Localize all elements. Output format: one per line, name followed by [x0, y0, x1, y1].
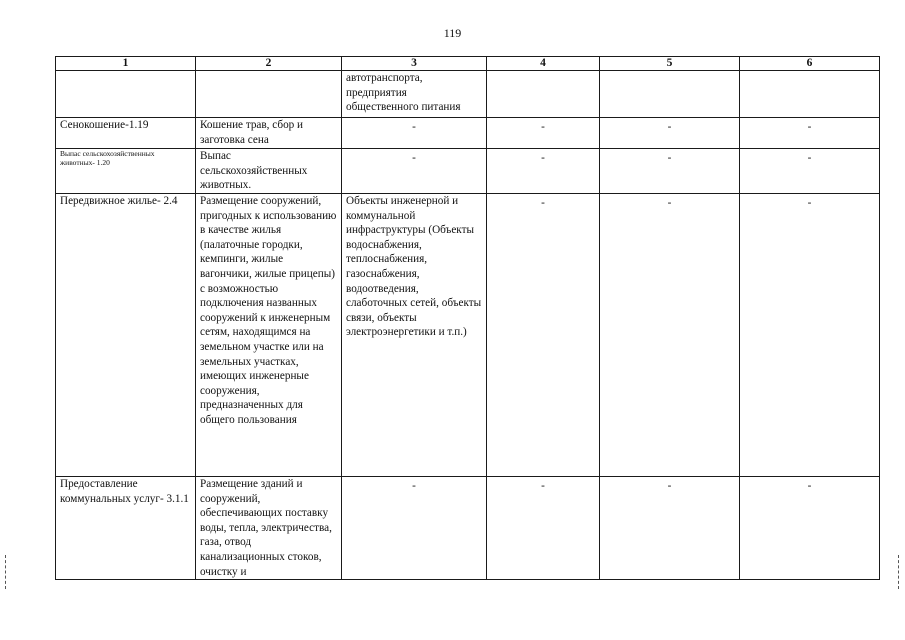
table-cell: Выпас сельскохозяйственных животных. — [196, 149, 342, 194]
table-cell: - — [600, 194, 740, 477]
column-header: 1 — [56, 57, 196, 71]
right-scan-mark — [898, 555, 901, 589]
table-cell: Сенокошение-1.19 — [56, 118, 196, 149]
table-cell — [56, 71, 196, 118]
table-cell — [740, 71, 880, 118]
page-number: 119 — [443, 26, 462, 40]
table-cell: Предоставление коммунальных услуг- 3.1.1 — [56, 477, 196, 580]
land-use-table — [55, 56, 880, 580]
table-cell: - — [342, 477, 487, 580]
column-header: 2 — [196, 57, 342, 71]
table-cell: - — [487, 118, 600, 149]
table-cell — [196, 71, 342, 118]
table-cell: Размещение сооружений, пригодных к использованию в качестве жилья (палаточные городки, кемпинги, жилые вагончики, жилые прицепы) с возможностью подключения названных сооружений к инженерным сетям, находящимся на земельном участке или на земельных участках, имеющих инженерные сооружения, предназначенных для общего пользования — [196, 194, 342, 477]
table-cell: - — [342, 118, 487, 149]
table-row — [56, 118, 880, 149]
table-row — [56, 477, 880, 580]
table-row — [56, 71, 880, 118]
table-cell: Передвижное жилье- 2.4 — [56, 194, 196, 477]
table-cell: Объекты инженерной и коммунальной инфраструктуры (Объекты водоснабжения, теплоснабжения, газоснабжения, водоотведения, слаботочных сетей, объекты связи, объекты электроэнергетики и т.п.) — [342, 194, 487, 477]
table-cell: - — [600, 149, 740, 194]
table-cell: - — [740, 477, 880, 580]
small-cell-text: Выпас сельскохозяйственных животных- 1.20 — [60, 149, 155, 167]
table-cell: - — [600, 477, 740, 580]
table-cell — [487, 71, 600, 118]
table-cell: - — [740, 118, 880, 149]
table-cell: Кошение трав, сбор и заготовка сена — [196, 118, 342, 149]
column-header: 4 — [487, 57, 600, 71]
column-header: 6 — [740, 57, 880, 71]
table-cell — [600, 71, 740, 118]
table-row — [56, 194, 880, 477]
table-row — [56, 149, 880, 194]
table-cell: - — [487, 194, 600, 477]
table-cell: - — [487, 477, 600, 580]
left-scan-mark — [5, 555, 8, 589]
table-cell: - — [740, 194, 880, 477]
column-header: 3 — [342, 57, 487, 71]
table-cell: Размещение зданий и сооружений, обеспечивающих поставку воды, тепла, электричества, газа, отвод канализационных стоков, очистку и — [196, 477, 342, 580]
table-cell: - — [740, 149, 880, 194]
table-cell — [56, 149, 196, 194]
table-cell: - — [600, 118, 740, 149]
table-cell: - — [342, 149, 487, 194]
table-cell: - — [487, 149, 600, 194]
header-row — [56, 57, 880, 71]
table-cell: автотранспорта, предприятия общественного питания — [342, 71, 487, 118]
column-header: 5 — [600, 57, 740, 71]
